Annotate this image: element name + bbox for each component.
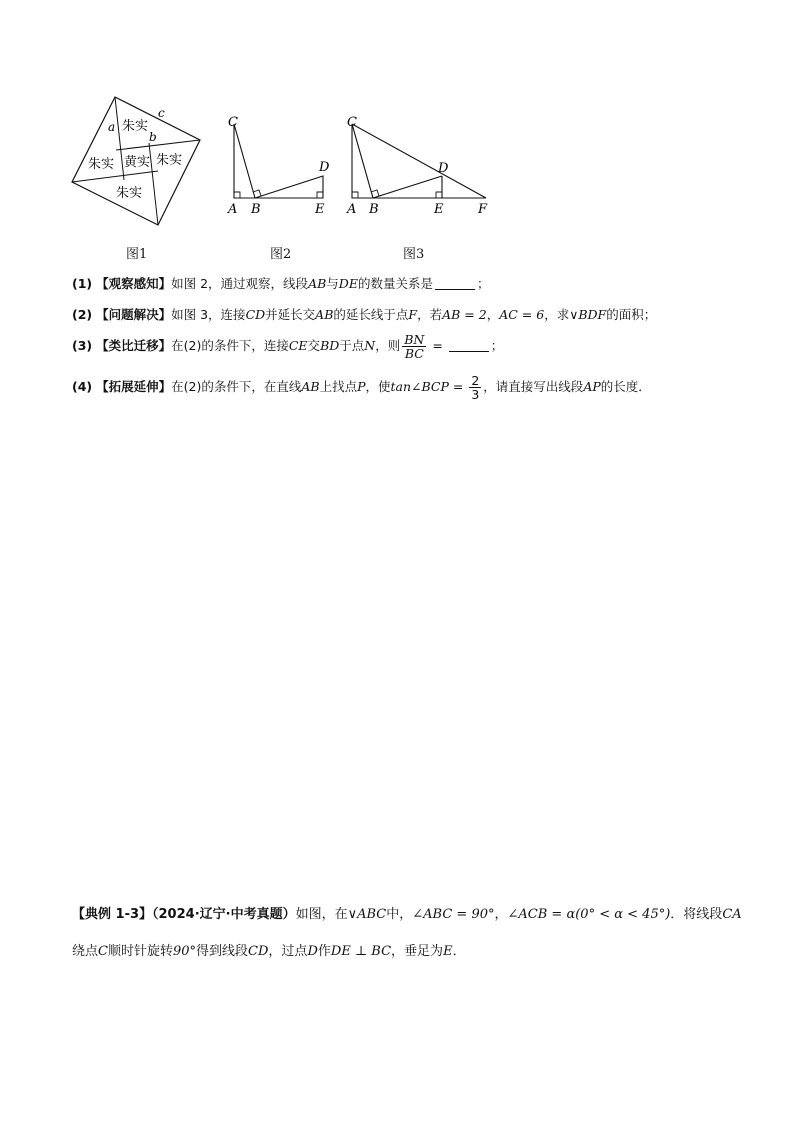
question-text: ； [476, 276, 490, 291]
right-angle-e [317, 192, 323, 198]
math-range: (0° < α < 45°) [575, 907, 671, 922]
label-c: c [158, 106, 165, 120]
question-text: 的面积； [606, 307, 657, 322]
example-title: 【典例 1-3】 [72, 907, 153, 922]
example-text: 顺时针旋转 [107, 944, 173, 959]
example-source: （2024·辽宁·中考真题） [152, 907, 296, 922]
math-var: BD [320, 338, 340, 354]
point-e: E [315, 202, 325, 217]
point-a: A [347, 202, 357, 217]
question-4 [72, 374, 651, 401]
region-zhushi: 朱实 [156, 153, 183, 168]
math-perp: DE ⊥ BC [330, 944, 392, 959]
figure-1 [66, 92, 206, 232]
segment-bd [373, 176, 442, 198]
question-text: ，请直接写出线段 [483, 379, 584, 395]
figure-3 [342, 112, 502, 222]
question-text: 交 [307, 338, 321, 354]
math-triangle: ∨ABC [347, 907, 387, 922]
math-var: DE [338, 276, 358, 291]
equals-sign: = [428, 338, 447, 354]
figure-2-caption: 图2 [270, 247, 292, 262]
question-tag: 【拓展延伸】 [96, 379, 172, 395]
question-text: 在(2)的条件下，连接 [171, 338, 289, 354]
question-text: ，若 [417, 307, 443, 322]
example-text: ，过点 [268, 944, 308, 959]
fraction [469, 374, 481, 401]
question-number: (2) [72, 307, 93, 322]
point-c: C [228, 115, 238, 130]
separator: ， [486, 307, 500, 322]
example-text: 作 [317, 944, 331, 959]
question-text: 在(2)的条件下，在直线 [171, 379, 302, 395]
math-var: P [357, 379, 366, 395]
answer-blank[interactable] [435, 289, 475, 290]
label-a: a [108, 120, 116, 134]
example-line-1 [72, 903, 742, 922]
math-var: E [443, 944, 453, 959]
math-var: CD [245, 307, 266, 322]
question-text: 于点 [339, 338, 365, 354]
question-text: 的数量关系是 [357, 276, 433, 291]
question-text: 上找点 [319, 379, 358, 395]
question-3 [72, 333, 503, 360]
label-b: b [149, 130, 157, 144]
math-equation: AC = 6 [499, 307, 545, 322]
fraction [402, 333, 426, 360]
math-angle: ∠ACB = α [507, 907, 576, 922]
point-f: F [478, 202, 488, 217]
region-huangshi: 黄实 [124, 155, 151, 170]
example-text: ，垂足为 [391, 944, 444, 959]
question-2 [72, 305, 656, 323]
math-var: CA [722, 907, 742, 922]
question-number: (1) [72, 276, 93, 291]
question-text: ； [490, 338, 504, 354]
point-e: E [434, 202, 444, 217]
math-var: AB [308, 276, 327, 291]
right-angle-a [234, 192, 240, 198]
right-angle-e [436, 192, 442, 198]
figure-2 [222, 112, 342, 222]
math-var: D [307, 944, 318, 959]
point-d: D [438, 161, 449, 176]
question-text: 与 [326, 276, 339, 291]
point-c: C [347, 115, 357, 130]
question-text: 的长度． [600, 379, 651, 395]
question-text: 如图 2，通过观察，线段 [171, 276, 309, 291]
question-tag: 【观察感知】 [96, 276, 172, 291]
example-text: 绕点 [72, 944, 99, 959]
fraction-numerator: BN [404, 332, 425, 347]
inner-line [72, 171, 158, 182]
question-text: ，求 [544, 307, 570, 322]
region-zhushi: 朱实 [122, 119, 149, 134]
line-cf [352, 124, 486, 198]
math-var: CD [248, 944, 269, 959]
example-line-2 [72, 940, 466, 959]
figure-3-caption: 图3 [403, 247, 425, 262]
separator: ， [494, 907, 508, 922]
math-var: AB [301, 379, 320, 395]
math-var: N [364, 338, 376, 354]
fraction-denominator: 3 [471, 387, 480, 403]
answer-blank[interactable] [449, 351, 489, 352]
fraction-numerator: 2 [471, 373, 480, 388]
math-triangle: ∨BDF [569, 307, 607, 322]
triangle-abc [234, 124, 255, 198]
figure-1-caption: 图1 [126, 247, 148, 262]
question-text: 的延长线于点 [333, 307, 409, 322]
question-tag: 【问题解决】 [96, 307, 172, 322]
math-angle: ∠ABC = 90° [412, 907, 495, 922]
example-text: 得到线段 [196, 944, 249, 959]
math-equation: AB = 2 [442, 307, 487, 322]
inner-line [116, 140, 200, 150]
region-zhushi: 朱实 [88, 157, 115, 172]
region-zhushi: 朱实 [116, 186, 143, 201]
math-var: F [408, 307, 418, 322]
math-var: C [98, 944, 108, 959]
math-var: AP [583, 379, 601, 395]
question-number: (4) [72, 379, 93, 395]
point-d: D [319, 160, 330, 175]
math-var: AB [315, 307, 334, 322]
point-a: A [228, 202, 238, 217]
example-text: ． [452, 944, 466, 959]
point-b: B [369, 202, 379, 217]
example-text: ．将线段 [670, 907, 723, 922]
example-text: 如图，在 [295, 907, 348, 922]
inner-line [115, 97, 124, 180]
question-text: ，使 [365, 379, 391, 395]
question-text: 如图 3，连接 [171, 307, 246, 322]
math-tan: tan∠BCP = [390, 379, 468, 395]
right-angle-a [352, 192, 358, 198]
question-1 [72, 274, 489, 292]
math-var: CE [288, 338, 308, 354]
triangle-abc [352, 124, 373, 198]
question-tag: 【类比迁移】 [96, 338, 172, 354]
example-text: 中， [386, 907, 413, 922]
point-b: B [251, 202, 261, 217]
math-degree: 90° [172, 944, 197, 959]
fraction-denominator: BC [404, 346, 424, 362]
question-text: ，则 [375, 338, 401, 354]
question-text: 并延长交 [265, 307, 316, 322]
triangle-bde [255, 176, 323, 198]
question-number: (3) [72, 338, 93, 354]
